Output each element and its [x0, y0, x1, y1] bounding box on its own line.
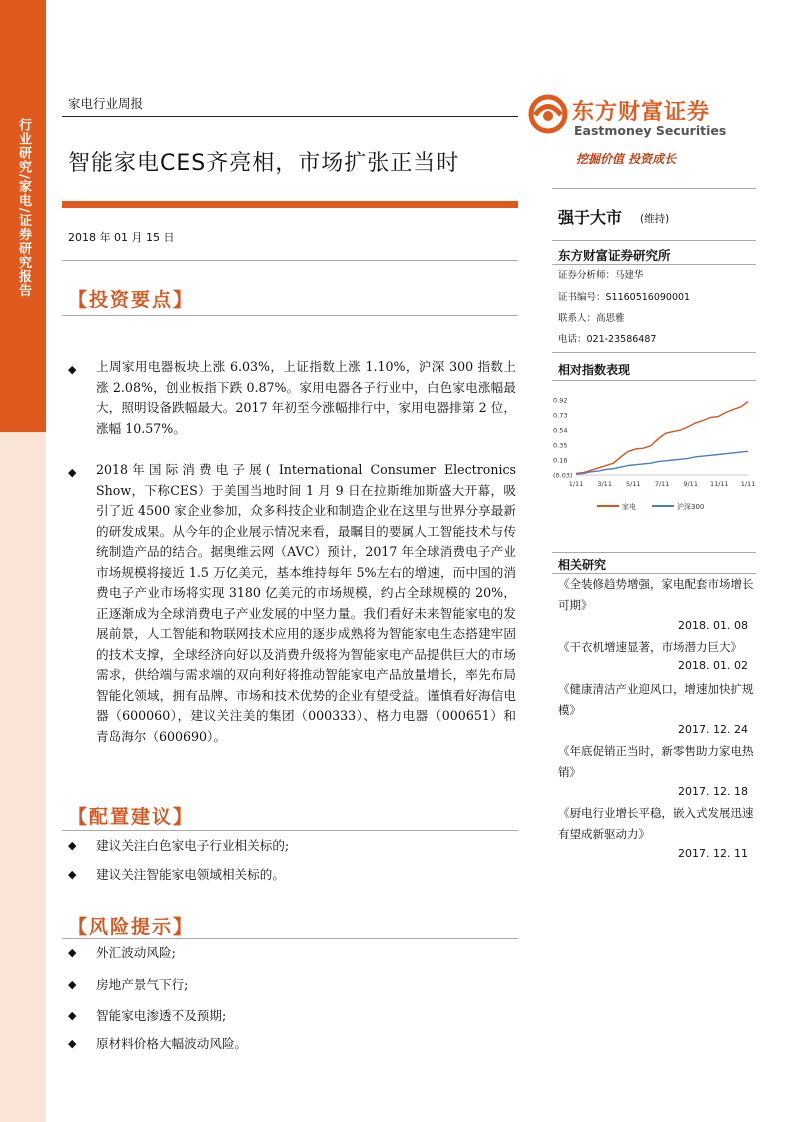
report-type: 家电行业周报 [68, 96, 144, 111]
bullet-icon: ◆ [68, 466, 77, 479]
bullet-icon: ◆ [68, 978, 77, 991]
investment-points-heading: 【投资要点】 [68, 289, 195, 311]
x-tick-label: 9/11 [683, 480, 698, 488]
related-report-title[interactable]: 《年底促销正当时，新零售助力家电热销》 [558, 744, 754, 779]
institute-name: 东方财富证券研究所 [558, 248, 671, 263]
allocation-heading: 【配置建议】 [68, 806, 195, 828]
relative-index-chart [552, 390, 756, 520]
page-title: 智能家电CES齐亮相，市场扩张正当时 [68, 151, 460, 176]
bullet-icon: ◆ [68, 868, 77, 881]
allocation-heading-divider [62, 830, 518, 831]
contact: 联系人：高思雅 [558, 313, 625, 324]
bullet-icon: ◆ [68, 363, 77, 376]
header-divider [62, 116, 518, 117]
allocation-item: 建议关注白色家电子行业相关标的; [96, 838, 290, 853]
related-report-date: 2018. 01. 02 [678, 659, 748, 672]
risk-heading: 【风险提示】 [68, 916, 195, 938]
risk-item: 房地产景气下行; [96, 977, 189, 992]
related-report-date: 2017. 12. 24 [678, 723, 748, 736]
index-chart-title: 相对指数表现 [558, 363, 631, 377]
bullet-icon: ◆ [68, 1009, 77, 1022]
chart-title-divider [552, 380, 756, 381]
related-report-date: 2017. 12. 11 [678, 847, 748, 860]
y-tick-label: 0.35 [553, 441, 568, 450]
related-top-divider [552, 552, 756, 553]
analyst: 证券分析师：马建华 [558, 270, 644, 281]
phone: 电话：021-23586487 [558, 334, 657, 345]
rating-label: 强于大市 [558, 208, 623, 227]
logo-chinese-name: 东方财富证券 [572, 100, 711, 125]
report-date: 2018 年 01 月 15 日 [68, 231, 175, 244]
series-line-0 [576, 402, 748, 474]
institute-divider [552, 264, 756, 265]
y-tick-label: 0.92 [553, 396, 568, 405]
x-tick-label: 5/11 [626, 480, 641, 488]
x-tick-label: 1/11 [740, 480, 756, 488]
logo-english-name: Eastmoney Securities [574, 123, 727, 138]
legend-label-csi300: 沪深300 [677, 503, 705, 511]
x-tick-label: 1/11 [568, 480, 584, 488]
legend-label-appliance: 家电 [622, 503, 636, 511]
sidebar [0, 0, 46, 1122]
risk-item: 外汇波动风险; [96, 945, 176, 960]
related-report-date: 2018. 01. 08 [678, 619, 748, 632]
investment-paragraph-ces: 2018年国际消费电子展( International Consumer Electronics Show，下称CES）于美国当地时间 1 月 9 日在拉斯维加斯盛大开幕，吸引了近 4500 家企业参加，众多科技企业和制造企业在这里与世界分享最新的研发成果。从今年的企业展示情况来看，最瞩目的要属人工智能技术与传统制造产品的结合。据奥维云网（AVC）预计，2017 年全球消费电子产业市场规模将接近 1.5 万亿美元，基本维持每年 5%左右的增速，而中国的消费电子产业市场将实现 3180 亿美元的市场规模，约占全球规模的 20%，正逐渐成为全球消费电子产业发展的中坚力量。我们看好未来智能家电的发展前景，人工智能和物联网技术应用的逐步成熟将为智能家电生态搭建牢固的技术支撑，全球经济向好以及消费升级将为智能家电产品提供巨大的市场需求，供给端与需求端的双向利好将推动智能家电产品放量增长，率先布局智能化领域，拥有品牌、市场和技术优势的企业有望受益。谨慎看好海信电器（600060），建议关注美的集团（000333）、格力电器（000651）和青岛海尔（600690）。 [96, 462, 516, 744]
company-logo [528, 94, 568, 134]
risk-item: 智能家电渗透不及预期; [96, 1008, 227, 1023]
x-tick-label: 11/11 [709, 480, 729, 488]
related-report-title[interactable]: 《全装修趋势增强，家电配套市场增长可期》 [558, 577, 754, 612]
allocation-item: 建议关注智能家电领域相关标的。 [96, 867, 285, 882]
related-report-title[interactable]: 《干衣机增速显著，市场潜力巨大》 [558, 640, 742, 654]
related-report-date: 2017. 12. 18 [678, 785, 748, 798]
title-accent-bar [62, 201, 518, 208]
related-research-title: 相关研究 [558, 558, 607, 572]
x-tick-label: 7/11 [654, 480, 670, 488]
risk-heading-divider [62, 938, 518, 939]
y-tick-label: (0.03) [553, 471, 573, 480]
investment-paragraph-market: 上周家用电器板块上涨 6.03%，上证指数上涨 1.10%，沪深 300 指数上涨 2.08%，创业板指下跌 0.87%。家用电器各子行业中，白色家电涨幅最大，照明设备跌幅最大。2017 年初至今涨幅排行中，家用电器排第 2 位， 涨幅 10.57%。 [96, 359, 516, 436]
bullet-icon: ◆ [68, 946, 77, 959]
x-tick-label: 3/11 [597, 480, 612, 488]
bullet-icon: ◆ [68, 1037, 77, 1050]
series-line-1 [576, 451, 748, 474]
risk-item: 原材料价格大幅波动风险。 [96, 1036, 248, 1051]
rating-top-divider [552, 188, 756, 189]
date-divider [62, 260, 518, 261]
related-report-title[interactable]: 《健康清洁产业迎风口，增速加快扩规模》 [558, 682, 754, 717]
cert-number: 证书编号：S1160516090001 [558, 292, 691, 303]
y-tick-label: 0.54 [553, 426, 568, 435]
related-report-title[interactable]: 《厨电行业增长平稳，嵌入式发展迅速有望成新驱动力》 [558, 806, 754, 841]
y-tick-label: 0.73 [553, 411, 568, 420]
rating-bottom-divider [552, 240, 756, 241]
slogan: 挖掘价值 投资成长 [576, 152, 677, 166]
bullet-icon: ◆ [68, 839, 77, 852]
sidebar-category-text: 行业研究/家电/证券研究报告 [16, 118, 31, 298]
y-tick-label: 0.16 [553, 456, 568, 465]
logo-mark-icon [528, 94, 568, 134]
rating-note: (维持) [640, 213, 670, 225]
contact-divider [552, 352, 756, 353]
investment-heading-divider [62, 315, 518, 316]
